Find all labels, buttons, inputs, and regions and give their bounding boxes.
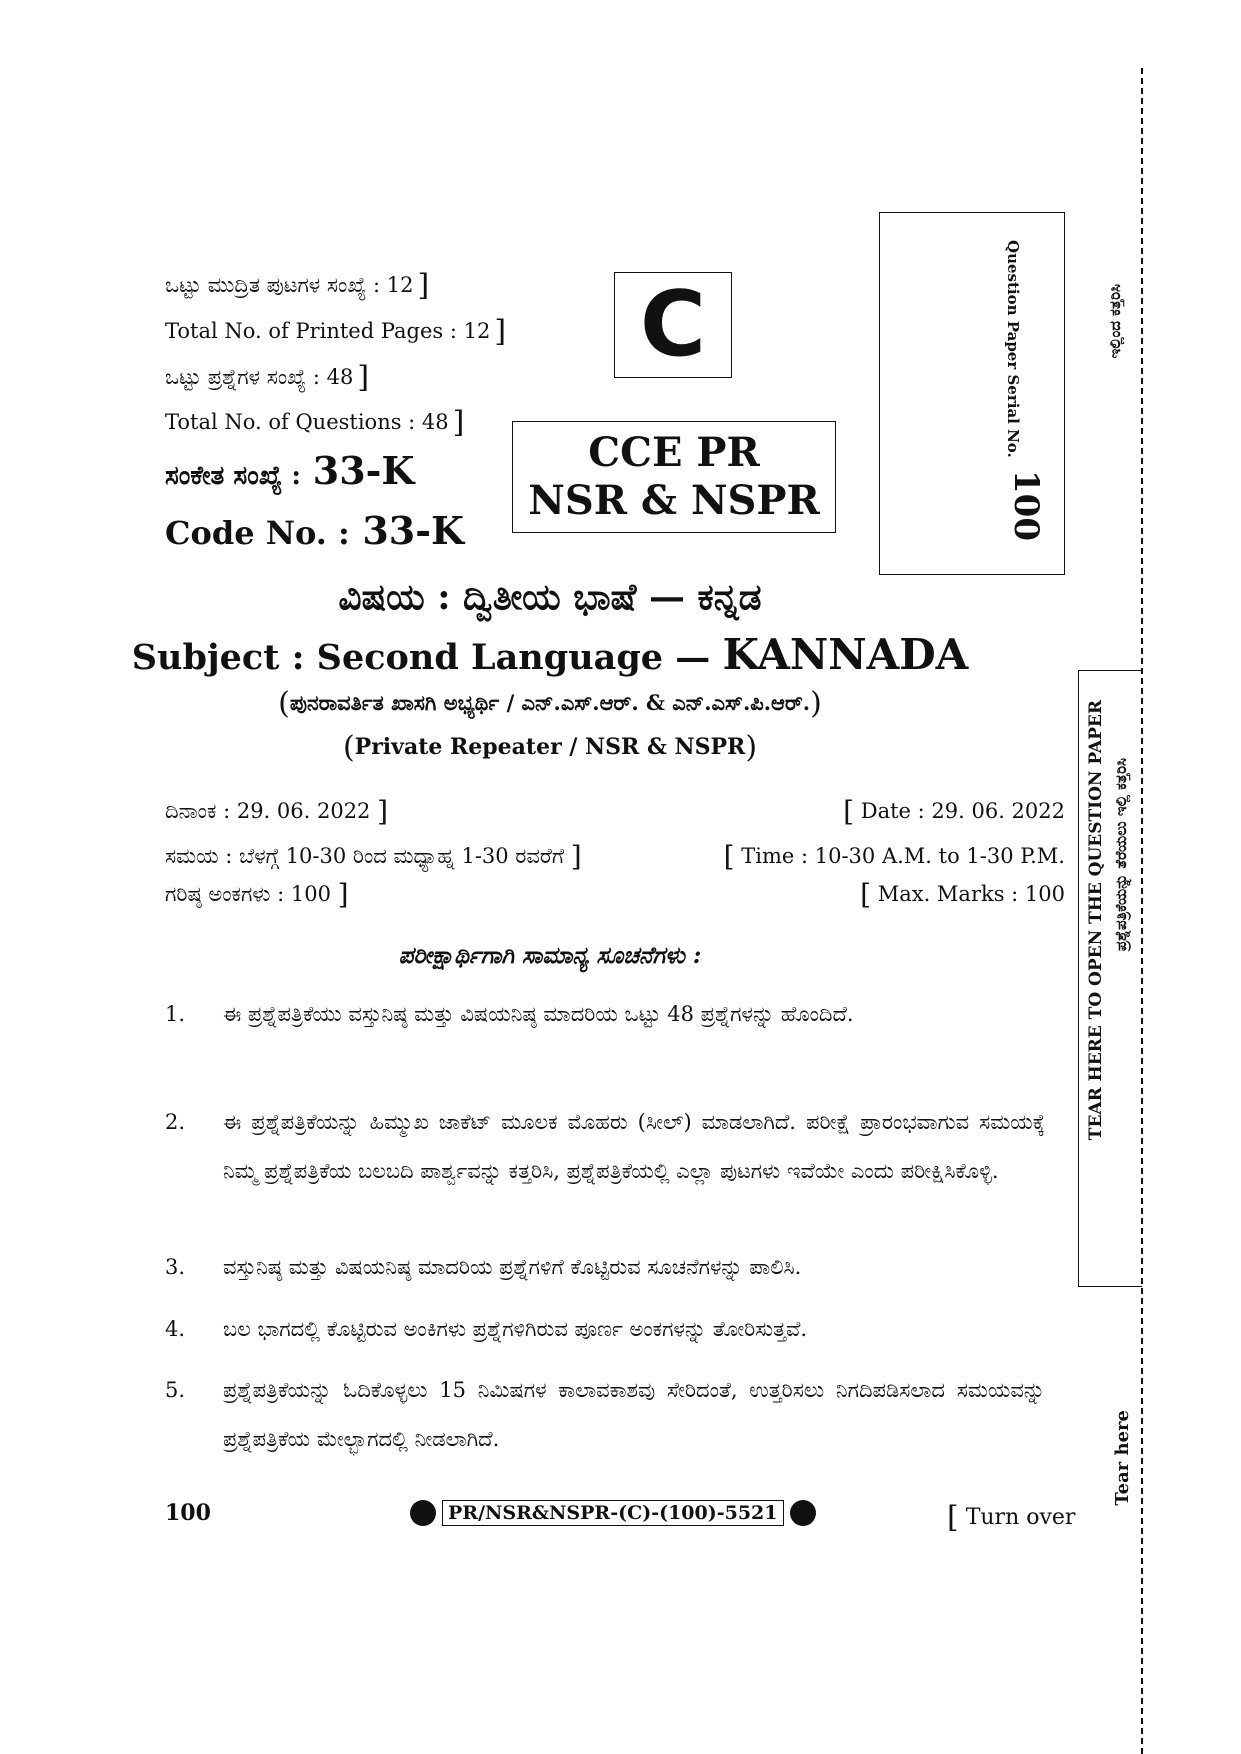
questions-english: [165, 405, 464, 440]
instruction-number: 2.: [165, 1110, 186, 1134]
instruction-item: [165, 990, 1045, 1039]
marks-en-text: Max. Marks : 100: [877, 882, 1065, 906]
code-kn-value: 33-K: [312, 448, 415, 493]
pages-english: [165, 314, 506, 349]
code-number-english: [165, 508, 464, 553]
marks-kn-text: ಗರಿಷ್ಠ ಅಂಕಗಳು : 100: [165, 882, 331, 906]
instruction-text: ಬಲ ಭಾಗದಲ್ಲಿ ಕೊಟ್ಟಿರುವ ಅಂಕಿಗಳು ಪ್ರಶ್ನೆಗಳಿಗಿರುವ ಪೂರ್ಣ ಅಂಕಗಳನ್ನು ತೋರಿಸುತ್ತವೆ.: [223, 1317, 808, 1341]
bracket: ]: [452, 405, 465, 440]
pages-en-text: Total No. of Printed Pages : 12: [165, 319, 491, 343]
tear-instruction-english: TEAR HERE TO OPEN THE QUESTION PAPER: [1086, 700, 1106, 1141]
cut-here-kannada: ಇಲ್ಲಿಂದ ಕತ್ತರಿಸಿ: [1106, 284, 1124, 359]
pages-kn-text: ಒಟ್ಟು ಮುದ್ರಿತ ಪುಟಗಳ ಸಂಖ್ಯೆ : 12: [165, 273, 414, 297]
bracket: ]: [494, 314, 507, 349]
date-en-text: Date : 29. 06. 2022: [860, 799, 1065, 823]
bracket: [: [947, 1500, 959, 1535]
bracket: [: [860, 878, 872, 911]
registration-dot-icon: [410, 1500, 436, 1526]
instruction-number: 4.: [165, 1317, 186, 1341]
bracket: ]: [337, 878, 349, 911]
version-box: [614, 272, 732, 378]
marks-english: [790, 878, 1065, 911]
instruction-item: [165, 1305, 1045, 1354]
marks-kannada: [165, 878, 349, 911]
paren-close: ): [810, 686, 822, 721]
questions-en-text: Total No. of Questions : 48: [165, 410, 449, 434]
paren-open: (: [278, 686, 290, 721]
version-letter: C: [639, 272, 707, 377]
turn-over-label: [947, 1500, 1075, 1535]
date-english: [760, 795, 1065, 828]
turn-over-text: Turn over: [965, 1505, 1076, 1530]
instruction-item: [165, 1098, 1045, 1196]
instruction-text: ಈ ಪ್ರಶ್ನೆಪತ್ರಿಕೆಯನ್ನು ಹಿಮ್ಮುಖ ಜಾಕೆಟ್ ಮೂಲಕ ಮೊಹರು (ಸೀಲ್) ಮಾಡಲಾಗಿದೆ. ಪರೀಕ್ಷೆ ಪ್ರಾರಂಭವಾಗುವ ಸಮಯಕ್ಕೆ ನಿಮ್ಮ ಪ್ರಶ್ನೆಪತ್ರಿಕೆಯ ಬಲಬದಿ ಪಾರ್ಶ್ವವನ್ನು ಕತ್ತರಿಸಿ, ಪ್ರಶ್ನೆಪತ್ರಿಕೆಯಲ್ಲಿ ಎಲ್ಲಾ ಪುಟಗಳು ಇವೆಯೇ ಎಂದು ಪರೀಕ್ಷಿಸಿಕೊಳ್ಳಿ.: [223, 1110, 1045, 1183]
bracket: ]: [357, 360, 370, 395]
subject-english: [0, 630, 1100, 679]
instruction-item: [165, 1243, 1045, 1292]
candidate-type-kn-text: ಪುನರಾವರ್ತಿತ ಖಾಸಗಿ ಅಭ್ಯರ್ಥಿ / ಎನ್.ಎಸ್.ಆರ್. & ಎನ್.ಎಸ್.ಪಿ.ಆರ್.: [289, 690, 811, 715]
instruction-item: [165, 1366, 1045, 1464]
exam-box: [512, 421, 836, 533]
paren-open: (: [342, 730, 355, 765]
candidate-type-en-text: Private Repeater / NSR & NSPR: [354, 734, 746, 760]
subject-kannada: ವಿಷಯ : ದ್ವಿತೀಯ ಭಾಷೆ — ಕನ್ನಡ: [338, 576, 762, 618]
time-kn-text: ಸಮಯ : ಬೆಳಗ್ಗೆ 10-30 ರಿಂದ ಮಧ್ಯಾಹ್ನ 1-30 ರವರೆಗೆ: [165, 844, 565, 868]
candidate-type-kannada: [0, 686, 1100, 721]
footer-page-number: 100: [165, 1500, 211, 1526]
instruction-number: 5.: [165, 1378, 186, 1402]
footer-code: PR/NSR&NSPR-(C)-(100)-5521: [442, 1500, 784, 1526]
tear-instruction-kannada: ಪ್ರಶ್ನೆಪತ್ರಿಕೆಯನ್ನು ತೆರೆಯಲು ಇಲ್ಲಿ ಕತ್ತರಿಸಿ: [1112, 758, 1130, 952]
exam-line-2: NSR & NSPR: [528, 477, 820, 524]
date-kn-text: ದಿನಾಂಕ : 29. 06. 2022: [165, 799, 371, 823]
bracket: [: [723, 840, 735, 873]
date-kannada: [165, 795, 388, 828]
pages-kannada: [165, 268, 429, 303]
footer-code-group: [410, 1500, 816, 1526]
subject-en-language: KANNADA: [722, 630, 969, 679]
time-english: [690, 840, 1065, 873]
bracket: ]: [570, 840, 582, 873]
registration-dot-icon: [790, 1500, 816, 1526]
code-kn-label: ಸಂಕೇತ ಸಂಖ್ಯೆ :: [165, 461, 301, 491]
serial-label: Question Paper Serial No.: [1004, 240, 1022, 458]
instruction-text: ವಸ್ತುನಿಷ್ಠ ಮತ್ತು ವಿಷಯನಿಷ್ಠ ಮಾದರಿಯ ಪ್ರಶ್ನೆಗಳಿಗೆ ಕೊಟ್ಟಿರುವ ಸೂಚನೆಗಳನ್ನು ಪಾಲಿಸಿ.: [223, 1255, 802, 1279]
code-number-kannada: [165, 448, 414, 493]
time-en-text: Time : 10-30 A.M. to 1-30 P.M.: [741, 844, 1065, 868]
serial-number: 100: [1006, 470, 1046, 541]
tear-here-label: Tear here: [1112, 1410, 1133, 1506]
code-en-value: 33-K: [362, 508, 465, 553]
code-en-label: Code No. :: [165, 514, 350, 552]
bracket: ]: [417, 268, 430, 303]
instructions-title: ಪರೀಕ್ಷಾರ್ಥಿಗಾಗಿ ಸಾಮಾನ್ಯ ಸೂಚನೆಗಳು :: [398, 942, 702, 969]
exam-line-1: CCE PR: [588, 429, 760, 476]
questions-kn-text: ಒಟ್ಟು ಪ್ರಶ್ನೆಗಳ ಸಂಖ್ಯೆ : 48: [165, 365, 354, 389]
instruction-text: ಈ ಪ್ರಶ್ನೆಪತ್ರಿಕೆಯು ವಸ್ತುನಿಷ್ಠ ಮತ್ತು ವಿಷಯನಿಷ್ಠ ಮಾದರಿಯ ಒಟ್ಟು 48 ಪ್ರಶ್ನೆಗಳನ್ನು ಹೊಂದಿದೆ.: [223, 1002, 854, 1026]
questions-kannada: [165, 360, 369, 395]
candidate-type-english: [0, 730, 1100, 765]
bracket: ]: [377, 795, 389, 828]
paren-close: ): [745, 730, 758, 765]
subject-en-prefix: Subject : Second Language —: [131, 637, 711, 678]
time-kannada: [165, 840, 582, 873]
instruction-number: 3.: [165, 1255, 186, 1279]
instruction-number: 1.: [165, 1002, 186, 1026]
bracket: [: [843, 795, 855, 828]
instruction-text: ಪ್ರಶ್ನೆಪತ್ರಿಕೆಯನ್ನು ಓದಿಕೊಳ್ಳಲು 15 ನಿಮಿಷಗಳ ಕಾಲಾವಕಾಶವು ಸೇರಿದಂತೆ, ಉತ್ತರಿಸಲು ನಿಗದಿಪಡಿಸಲಾದ ಸಮಯವನ್ನು ಪ್ರಶ್ನೆಪತ್ರಿಕೆಯ ಮೇಲ್ಭಾಗದಲ್ಲಿ ನೀಡಲಾಗಿದೆ.: [223, 1378, 1045, 1451]
